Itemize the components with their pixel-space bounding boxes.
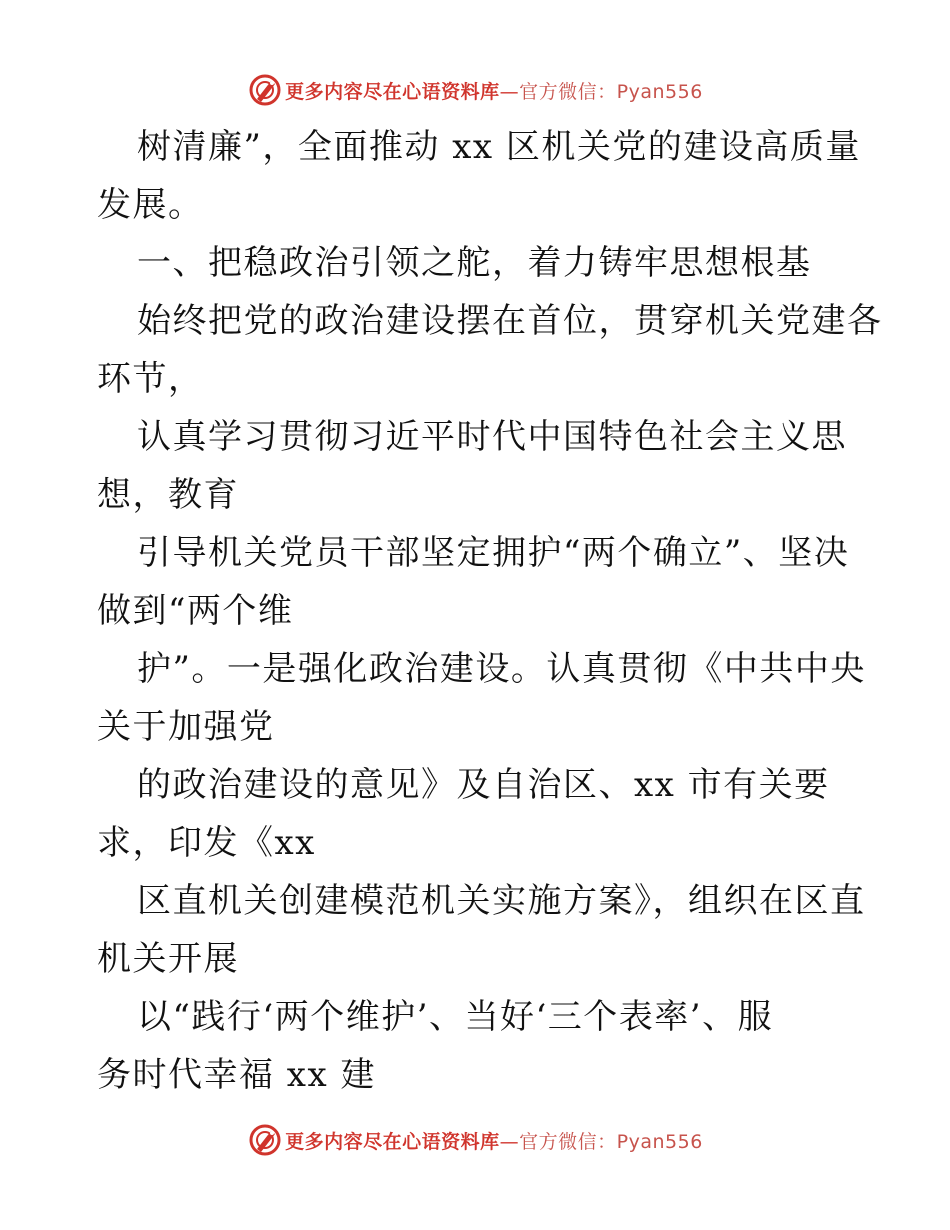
body-text-line: 务时代幸福 xx 建: [97, 1055, 376, 1095]
pen-nib-circle-logo-icon: [247, 1122, 283, 1158]
body-text-line: 认真学习贯彻习近平时代中国特色社会主义思: [137, 417, 847, 457]
body-text-line: 想，教育: [97, 475, 239, 515]
header-wechat: 官方微信：Pyan556: [519, 80, 703, 103]
header-banner-text: [285, 77, 703, 104]
footer-brand: 更多内容尽在心语资料库: [285, 1130, 500, 1153]
body-text-line: 始终把党的政治建设摆在首位，贯穿机关党建各: [137, 301, 883, 341]
body-text-line: 发展。: [97, 185, 204, 225]
body-text-line: 机关开展: [97, 939, 239, 979]
header-dash: —: [499, 80, 520, 103]
body-text-line: 环节，: [97, 359, 204, 399]
footer-banner-text: [285, 1127, 703, 1154]
body-text-line: 引导机关党员干部坚定拥护“两个确立”、坚决: [137, 533, 850, 573]
body-text-line: 区直机关创建模范机关实施方案》，组织在区直: [137, 881, 866, 921]
footer-wechat: 官方微信：Pyan556: [519, 1130, 703, 1153]
document-body: [97, 118, 883, 1104]
body-text-line: 的政治建设的意见》及自治区、xx 市有关要: [137, 765, 830, 805]
body-text-line: 树清廉”，全面推动 xx 区机关党的建设高质量: [137, 127, 861, 167]
body-text-line: 做到“两个维: [97, 591, 294, 631]
header-banner: [0, 72, 950, 108]
body-text-line: 一、把稳政治引领之舵，着力铸牢思想根基: [137, 243, 812, 283]
footer-banner: [0, 1122, 950, 1158]
footer-dash: —: [499, 1130, 520, 1153]
header-brand: 更多内容尽在心语资料库: [285, 80, 500, 103]
body-text-line: 求，印发《xx: [97, 823, 316, 863]
body-text-line: 关于加强党: [97, 707, 275, 747]
pen-nib-circle-logo-icon: [247, 72, 283, 108]
body-text-line: 护”。一是强化政治建设。认真贯彻《中共中央: [137, 649, 866, 689]
body-text-line: 以“践行‘两个维护’、当好‘三个表率’、服: [137, 997, 774, 1037]
